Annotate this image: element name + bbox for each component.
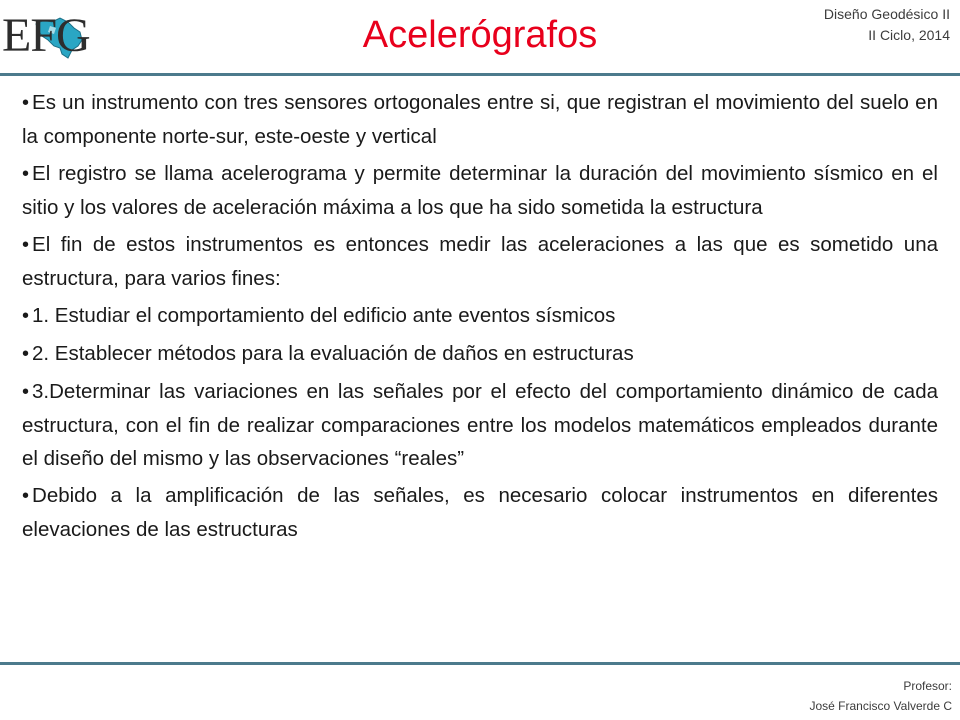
logo-letter-g: G [56, 9, 90, 62]
bullet-icon: • [22, 234, 30, 256]
course-term: II Ciclo, 2014 [868, 27, 950, 43]
bullet-list [22, 86, 938, 550]
list-item-text: 2. Establecer métodos para la evaluación de daños en estructuras [32, 342, 634, 365]
footer-name: José Francisco Valverde C [809, 699, 952, 713]
bullet-icon: • [22, 485, 30, 507]
list-item [22, 337, 938, 371]
footer [810, 676, 953, 716]
footer-divider [0, 662, 960, 665]
list-item-text: Debido a la amplificación de las señales, es necesario colocar instrumentos en diferentes elevaciones de las estructuras [22, 484, 938, 541]
list-item-text: Es un instrumento con tres sensores ortogonales entre si, que registran el movimiento del suelo en la componente norte-sur, este-oeste y vertical [22, 91, 938, 148]
list-item-text: 1. Estudiar el comportamiento del edificio ante eventos sísmicos [32, 304, 616, 327]
bullet-icon: • [22, 92, 30, 114]
logo-letter-e: E [2, 9, 31, 62]
list-item-text: El fin de estos instrumentos es entonces medir las aceleraciones a las que es sometido una estructura, para varios fines: [22, 233, 938, 290]
bullet-icon: • [22, 343, 30, 365]
course-info [824, 4, 950, 46]
list-item [22, 86, 938, 153]
bullet-icon: • [22, 305, 30, 327]
list-item-text: 3.Determinar las variaciones en las señales por el efecto del comportamiento dinámico de cada estructura, con el fin de realizar comparaciones entre los modelos matemáticos empleados durante el diseño del mismo y las observaciones “reales” [22, 380, 938, 470]
list-item [22, 299, 938, 333]
bullet-icon: • [22, 163, 30, 185]
logo-wordmark [2, 9, 90, 62]
list-item [22, 157, 938, 224]
list-item [22, 479, 938, 546]
header-divider [0, 73, 960, 76]
logo-letter-f: F [30, 9, 57, 62]
list-item [22, 375, 938, 475]
bullet-icon: • [22, 381, 30, 403]
footer-role: Profesor: [903, 679, 952, 693]
page-title: Acelerógrafos [362, 14, 598, 56]
course-name: Diseño Geodésico II [823, 6, 950, 22]
list-item-text: El registro se llama acelerograma y permite determinar la duración del movimiento sísmico en el sitio y los valores de aceleración máxima a los que ha sido sometida la estructura [22, 162, 938, 219]
list-item [22, 228, 938, 295]
